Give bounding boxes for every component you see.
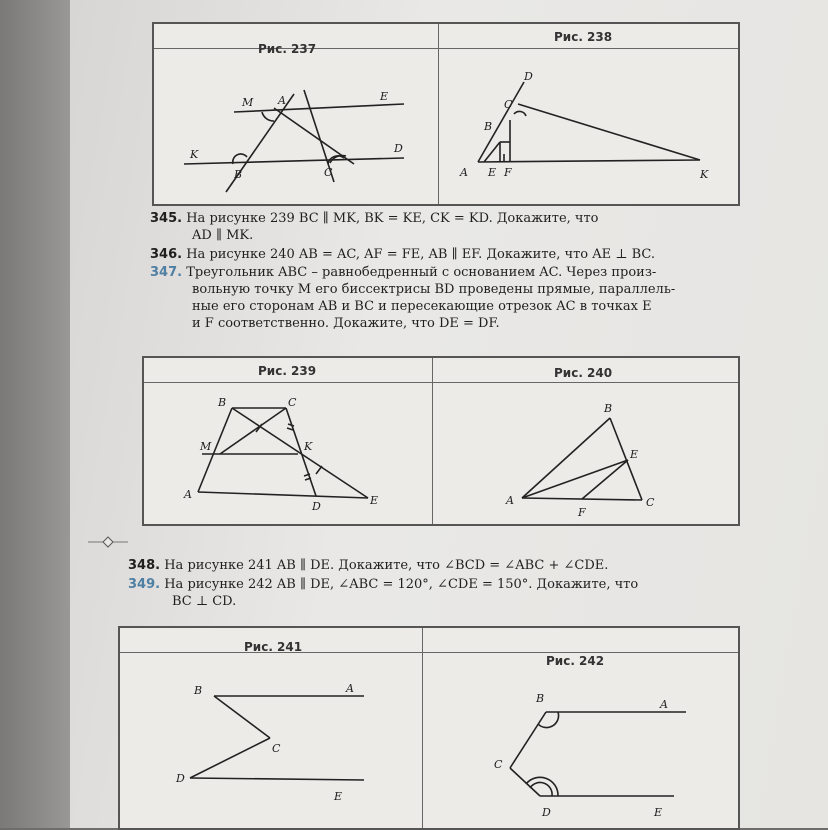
problem-346 — [150, 246, 655, 263]
fig240-label-C: C — [646, 496, 655, 509]
fig239-label-E: E — [370, 494, 379, 507]
fig241-label-C: C — [272, 742, 281, 755]
problem-347-line2: вольную точку M его биссектрисы BD проведены прямые, параллель- — [192, 282, 676, 297]
problem-347-line1: Треугольник ABC – равнобедренный с основанием AC. Через произ- — [186, 265, 657, 280]
problem-348-line1: На рисунке 241 AB ∥ DE. Докажите, что ∠BCD = ∠ABC + ∠CDE. — [164, 558, 609, 573]
problem-348-number: 348. — [128, 558, 161, 573]
problem-345 — [150, 210, 599, 244]
fig241-label-A: A — [346, 682, 354, 695]
fig238-caption: Рис. 238 — [554, 30, 613, 44]
fig241-drawing — [120, 628, 422, 828]
fig242-label-C: C — [494, 758, 503, 771]
fig240-label-A: A — [506, 494, 514, 507]
problem-346-number: 346. — [150, 247, 183, 262]
fig242-label-A: A — [660, 698, 668, 711]
fig241-caption: Рис. 241 — [244, 640, 303, 654]
figure-box-239-240 — [142, 356, 740, 526]
fig237-label-B: B — [234, 168, 243, 181]
fig239-label-A: A — [184, 488, 192, 501]
fig240-label-B: B — [604, 402, 613, 415]
problem-348 — [128, 557, 608, 574]
problem-349-line2: BC ⊥ CD. — [172, 594, 237, 609]
fig239-caption: Рис. 239 — [258, 364, 317, 378]
fig240-caption: Рис. 240 — [554, 366, 613, 380]
figure-box-237-238 — [152, 22, 740, 206]
fig241-label-B: B — [194, 684, 203, 697]
fig237-label-C: C — [324, 166, 333, 179]
problem-346-line1: На рисунке 240 AB = AC, AF = FE, AB ∥ EF. Докажите, что AE ⊥ BC. — [186, 247, 656, 262]
fig237-label-M: M — [242, 96, 254, 109]
problem-347-number: 347. — [150, 265, 183, 280]
fig238-label-E: E — [488, 166, 497, 179]
problem-349-line1: На рисунке 242 AB ∥ DE, ∠ABC = 120°, ∠CDE = 150°. Докажите, что — [164, 577, 639, 592]
fig238-label-C: C — [504, 98, 513, 111]
fig237-label-D: D — [394, 142, 403, 155]
fig240-label-F: F — [578, 506, 586, 519]
problem-349-number: 349. — [128, 577, 161, 592]
fig241-label-E: E — [334, 790, 343, 803]
problem-349 — [128, 576, 638, 610]
page-shadow — [0, 0, 70, 828]
fig237-label-A: A — [278, 94, 286, 107]
figure-box-241-242 — [118, 626, 740, 830]
fig239-drawing — [144, 358, 432, 524]
fig238-label-K: K — [700, 168, 709, 181]
problem-347 — [150, 264, 675, 332]
problem-347-line3: ные его сторонам AB и BC и пересекающие отрезок AC в точках E — [192, 299, 652, 314]
fig242-caption: Рис. 242 — [546, 654, 605, 668]
fig237-label-K: K — [190, 148, 199, 161]
fig238-label-F: F — [504, 166, 512, 179]
problem-345-number: 345. — [150, 211, 183, 226]
fig241-label-D: D — [176, 772, 185, 785]
fig237-label-E: E — [380, 90, 389, 103]
fig242-label-E: E — [654, 806, 663, 819]
fig242-label-B: B — [536, 692, 545, 705]
fig239-label-D: D — [312, 500, 321, 513]
fig238-drawing — [438, 24, 738, 204]
problem-345-line2: AD ∥ MK. — [192, 228, 254, 243]
fig242-label-D: D — [542, 806, 551, 819]
fig239-label-B: B — [218, 396, 227, 409]
fig239-label-K: K — [304, 440, 313, 453]
problem-345-line1: На рисунке 239 BC ∥ MK, BK = KE, CK = KD. Докажите, что — [186, 211, 599, 226]
problem-347-line4: и F соответственно. Докажите, что DE = DF. — [192, 316, 500, 331]
fig238-label-D: D — [524, 70, 533, 83]
fig238-label-B: B — [484, 120, 493, 133]
fig242-drawing — [422, 628, 738, 828]
fig237-drawing — [154, 24, 438, 204]
fig240-drawing — [432, 358, 738, 524]
fig238-label-A: A — [460, 166, 468, 179]
fig237-caption: Рис. 237 — [258, 42, 317, 56]
fig239-label-M: M — [200, 440, 212, 453]
section-marker-icon — [88, 536, 128, 548]
fig240-label-E: E — [630, 448, 639, 461]
fig239-label-C: C — [288, 396, 297, 409]
